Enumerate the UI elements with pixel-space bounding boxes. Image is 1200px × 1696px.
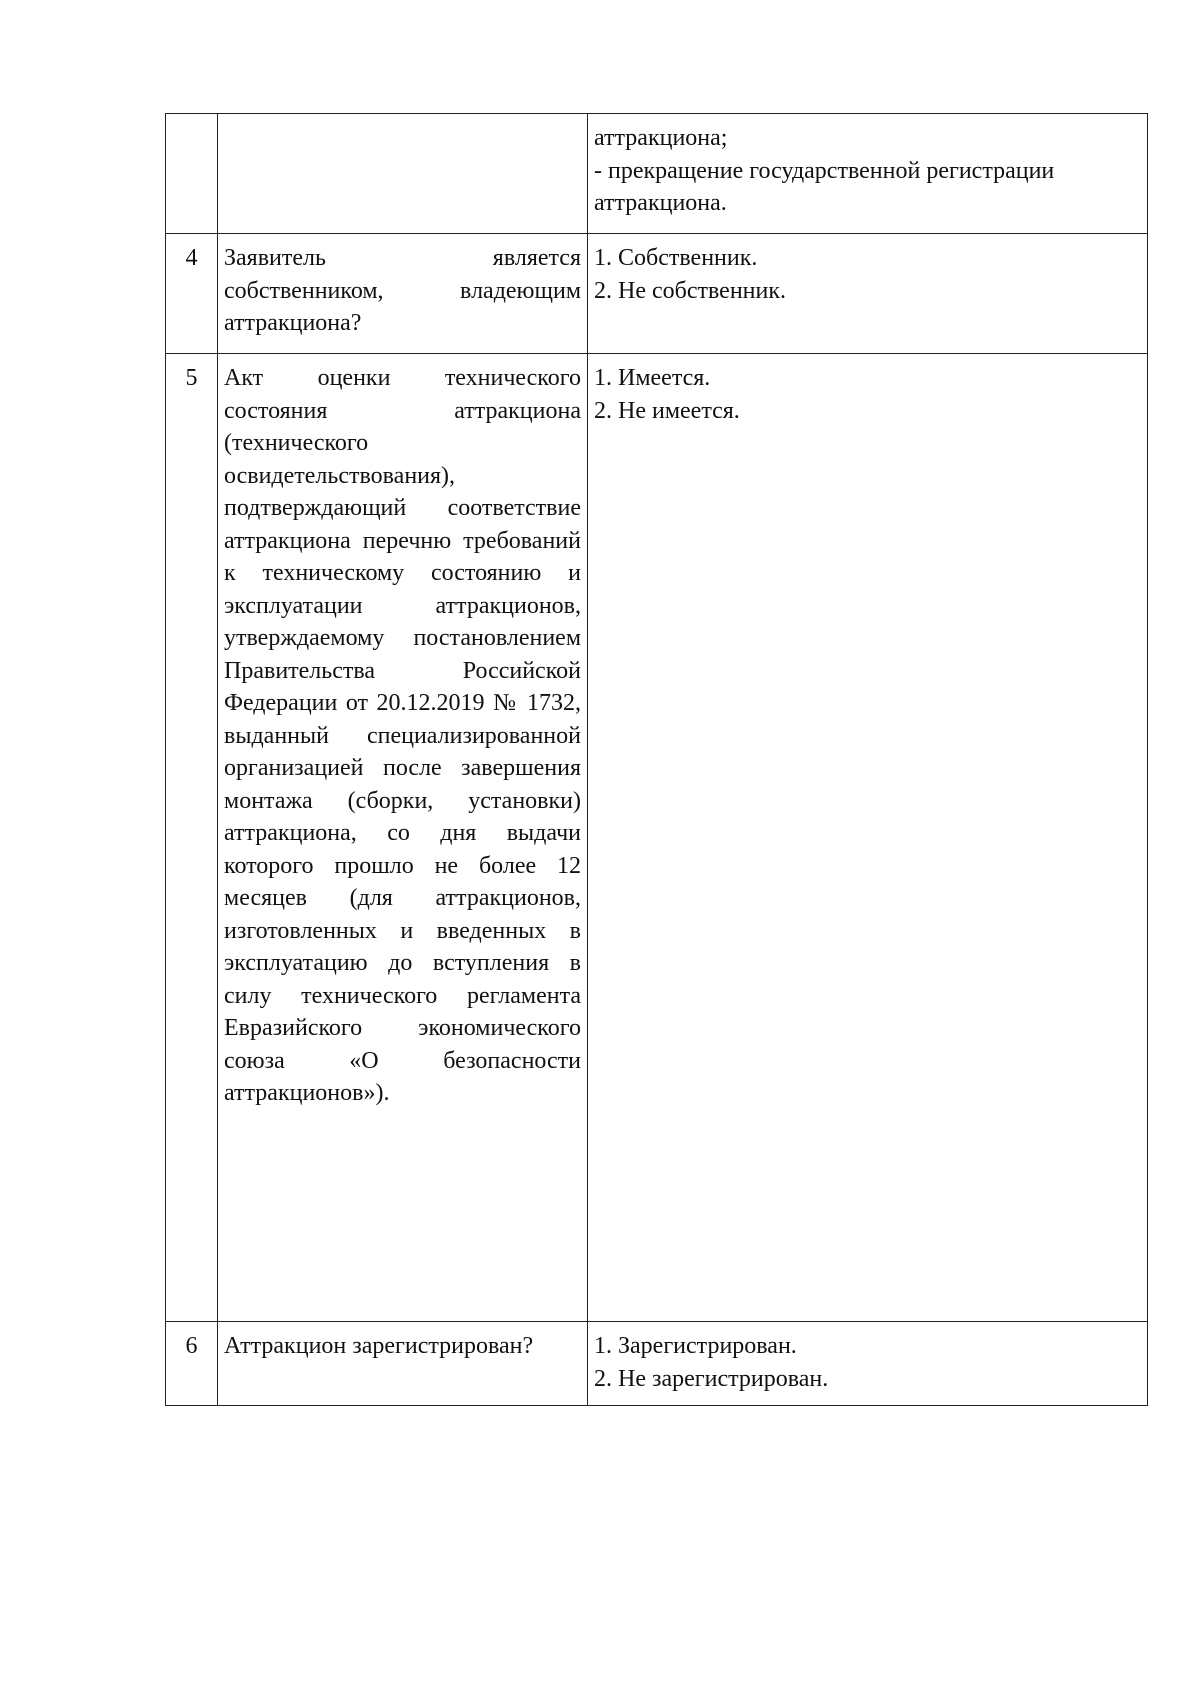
row-number: 5 [166, 354, 218, 1322]
question-text: Акт оценки технического состояния аттракциона (технического освидетельствования), подтверждающий соответствие аттракциона перечню требований к техническому состоянию и эксплуатации аттракционов, утверждаемому постановлением Правительства Российской Федерации от 20.12.2019 № 1732, выданный специализированной организацией после завершения монтажа (сборки, установки) аттракциона, со дня выдачи которого прошло не более 12 месяцев (для аттракционов, изготовленных и введенных в эксплуатацию до вступления в силу технического регламента Евразийского экономического союза «О безопасности аттракционов»). [224, 365, 581, 1106]
answer-cell [588, 354, 1148, 1322]
answer-line: аттракциона; [594, 125, 728, 151]
table-row [166, 234, 1148, 354]
answer-line: 2. Не собственник. [594, 277, 787, 304]
answer-line: - прекращение государственной регистрации [594, 157, 1055, 184]
answer-cell [588, 234, 1148, 354]
row-number [166, 114, 218, 234]
question-cell [218, 1322, 588, 1406]
questionnaire-table [165, 113, 1148, 1406]
table-row [166, 1322, 1148, 1406]
answer-cell [588, 114, 1148, 234]
answer-line: 2. Не зарегистрирован. [594, 1365, 829, 1392]
answer-line: 1. Зарегистрирован. [594, 1333, 797, 1359]
answer-line: 1. Собственник. [594, 245, 758, 271]
answer-line: 1. Имеется. [594, 365, 711, 391]
answer-cell [588, 1322, 1148, 1406]
answer-line: 2. Не имеется. [594, 397, 740, 424]
question-cell [218, 234, 588, 354]
question-cell [218, 114, 588, 234]
question-text: Аттракцион зарегистрирован? [224, 1333, 534, 1359]
table-row [166, 354, 1148, 1322]
table-row [166, 114, 1148, 234]
row-number: 6 [166, 1322, 218, 1406]
question-text: Заявитель является собственником, владеющим аттракциона? [224, 245, 581, 336]
row-number: 4 [166, 234, 218, 354]
question-cell [218, 354, 588, 1322]
answer-line: аттракциона. [594, 190, 727, 216]
